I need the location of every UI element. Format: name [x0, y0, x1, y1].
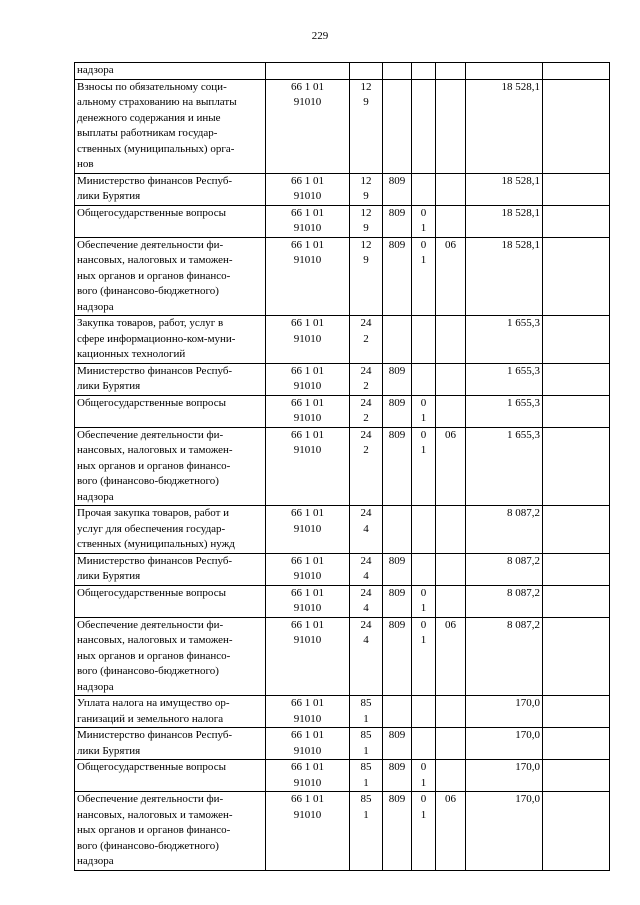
cell-extra	[543, 427, 610, 506]
cell-amount: 18 528,1	[466, 173, 543, 205]
cell-extra	[543, 760, 610, 792]
cell-subsection	[436, 728, 466, 760]
cell-target-article: 66 1 01 91010	[266, 205, 350, 237]
cell-expense-type: 24 4	[350, 617, 383, 696]
cell-name: Общегосударственные вопросы	[75, 395, 266, 427]
cell-extra	[543, 63, 610, 80]
cell-target-article: 66 1 01 91010	[266, 696, 350, 728]
table-row	[75, 427, 610, 506]
cell-section: 0 1	[412, 395, 436, 427]
table-row	[75, 63, 610, 80]
cell-budget-manager: 809	[383, 363, 412, 395]
table-row	[75, 728, 610, 760]
cell-amount: 8 087,2	[466, 585, 543, 617]
cell-subsection: 06	[436, 792, 466, 871]
cell-section	[412, 553, 436, 585]
cell-target-article: 66 1 01 91010	[266, 173, 350, 205]
cell-expense-type: 12 9	[350, 173, 383, 205]
cell-budget-manager: 809	[383, 585, 412, 617]
cell-amount: 170,0	[466, 696, 543, 728]
cell-subsection	[436, 363, 466, 395]
cell-amount: 1 655,3	[466, 363, 543, 395]
cell-target-article: 66 1 01 91010	[266, 506, 350, 554]
cell-name: надзора	[75, 63, 266, 80]
cell-name: Общегосударственные вопросы	[75, 760, 266, 792]
table-row	[75, 173, 610, 205]
cell-subsection	[436, 79, 466, 173]
cell-expense-type: 24 2	[350, 363, 383, 395]
cell-subsection: 06	[436, 237, 466, 316]
cell-section: 0 1	[412, 792, 436, 871]
cell-extra	[543, 205, 610, 237]
cell-extra	[543, 585, 610, 617]
cell-amount: 8 087,2	[466, 553, 543, 585]
cell-expense-type	[350, 63, 383, 80]
cell-expense-type: 85 1	[350, 792, 383, 871]
cell-section	[412, 363, 436, 395]
cell-target-article: 66 1 01 91010	[266, 427, 350, 506]
cell-section	[412, 728, 436, 760]
cell-target-article: 66 1 01 91010	[266, 585, 350, 617]
table-row	[75, 553, 610, 585]
cell-budget-manager: 809	[383, 427, 412, 506]
page-number: 229	[311, 30, 329, 42]
cell-amount: 1 655,3	[466, 395, 543, 427]
cell-budget-manager: 809	[383, 553, 412, 585]
cell-amount: 18 528,1	[466, 79, 543, 173]
cell-expense-type: 24 2	[350, 316, 383, 364]
cell-amount: 170,0	[466, 728, 543, 760]
cell-extra	[543, 395, 610, 427]
cell-name: Министерство финансов Респуб- лики Бурятия	[75, 553, 266, 585]
cell-budget-manager: 809	[383, 237, 412, 316]
cell-target-article: 66 1 01 91010	[266, 363, 350, 395]
cell-extra	[543, 173, 610, 205]
cell-extra	[543, 237, 610, 316]
cell-extra	[543, 316, 610, 364]
cell-name: Взносы по обязательному соци- альному страхованию на выплаты денежного содержания и иные выплаты работникам государ- ственных (муниципальных) орга- нов	[75, 79, 266, 173]
table-row	[75, 792, 610, 871]
cell-expense-type: 12 9	[350, 205, 383, 237]
cell-budget-manager	[383, 63, 412, 80]
cell-extra	[543, 696, 610, 728]
cell-subsection	[436, 205, 466, 237]
cell-expense-type: 24 4	[350, 553, 383, 585]
cell-target-article: 66 1 01 91010	[266, 553, 350, 585]
cell-budget-manager: 809	[383, 760, 412, 792]
table-row	[75, 363, 610, 395]
cell-amount: 1 655,3	[466, 316, 543, 364]
cell-budget-manager	[383, 696, 412, 728]
table-row	[75, 237, 610, 316]
cell-section: 0 1	[412, 205, 436, 237]
cell-target-article: 66 1 01 91010	[266, 395, 350, 427]
cell-extra	[543, 728, 610, 760]
table-row	[75, 617, 610, 696]
cell-subsection	[436, 395, 466, 427]
cell-subsection	[436, 585, 466, 617]
cell-section	[412, 696, 436, 728]
cell-amount: 8 087,2	[466, 506, 543, 554]
cell-section	[412, 173, 436, 205]
cell-name: Министерство финансов Респуб- лики Бурятия	[75, 173, 266, 205]
cell-amount: 18 528,1	[466, 237, 543, 316]
cell-section	[412, 316, 436, 364]
cell-subsection	[436, 173, 466, 205]
cell-budget-manager: 809	[383, 617, 412, 696]
table-row	[75, 760, 610, 792]
cell-name: Министерство финансов Респуб- лики Бурятия	[75, 363, 266, 395]
table-row	[75, 205, 610, 237]
cell-section	[412, 506, 436, 554]
cell-amount: 18 528,1	[466, 205, 543, 237]
cell-expense-type: 24 4	[350, 585, 383, 617]
cell-budget-manager	[383, 79, 412, 173]
cell-amount: 170,0	[466, 792, 543, 871]
table-row	[75, 316, 610, 364]
table-body	[75, 63, 610, 871]
cell-subsection	[436, 553, 466, 585]
cell-section	[412, 63, 436, 80]
cell-subsection	[436, 316, 466, 364]
cell-target-article: 66 1 01 91010	[266, 792, 350, 871]
cell-subsection: 06	[436, 617, 466, 696]
cell-budget-manager: 809	[383, 205, 412, 237]
cell-name: Министерство финансов Респуб- лики Бурятия	[75, 728, 266, 760]
cell-amount: 1 655,3	[466, 427, 543, 506]
cell-name: Обеспечение деятельности фи- нансовых, налоговых и таможен- ных органов и органов финансо- вого (финансово-бюджетного) надзора	[75, 792, 266, 871]
cell-amount: 170,0	[466, 760, 543, 792]
cell-extra	[543, 506, 610, 554]
cell-expense-type: 24 2	[350, 395, 383, 427]
cell-section: 0 1	[412, 237, 436, 316]
cell-budget-manager: 809	[383, 173, 412, 205]
cell-name: Обеспечение деятельности фи- нансовых, налоговых и таможен- ных органов и органов финансо- вого (финансово-бюджетного) надзора	[75, 617, 266, 696]
cell-target-article: 66 1 01 91010	[266, 316, 350, 364]
cell-section: 0 1	[412, 617, 436, 696]
cell-name: Прочая закупка товаров, работ и услуг для обеспечения государ- ственных (муниципальных) нужд	[75, 506, 266, 554]
cell-name: Уплата налога на имущество ор- ганизаций и земельного налога	[75, 696, 266, 728]
cell-amount: 8 087,2	[466, 617, 543, 696]
cell-name: Закупка товаров, работ, услуг в сфере информационно-ком-муни- кационных технологий	[75, 316, 266, 364]
cell-name: Общегосударственные вопросы	[75, 585, 266, 617]
cell-budget-manager	[383, 316, 412, 364]
cell-target-article: 66 1 01 91010	[266, 728, 350, 760]
table-row	[75, 79, 610, 173]
table-row	[75, 506, 610, 554]
cell-budget-manager: 809	[383, 395, 412, 427]
cell-budget-manager: 809	[383, 728, 412, 760]
cell-budget-manager	[383, 506, 412, 554]
cell-target-article: 66 1 01 91010	[266, 79, 350, 173]
cell-budget-manager: 809	[383, 792, 412, 871]
table-row	[75, 696, 610, 728]
cell-expense-type: 24 2	[350, 427, 383, 506]
cell-section: 0 1	[412, 427, 436, 506]
table-row	[75, 395, 610, 427]
cell-extra	[543, 617, 610, 696]
cell-subsection	[436, 63, 466, 80]
cell-expense-type: 12 9	[350, 79, 383, 173]
cell-section	[412, 79, 436, 173]
cell-expense-type: 85 1	[350, 728, 383, 760]
cell-extra	[543, 553, 610, 585]
cell-target-article: 66 1 01 91010	[266, 237, 350, 316]
cell-subsection	[436, 506, 466, 554]
cell-extra	[543, 363, 610, 395]
cell-extra	[543, 79, 610, 173]
cell-extra	[543, 792, 610, 871]
budget-table	[74, 62, 610, 871]
cell-expense-type: 85 1	[350, 760, 383, 792]
cell-target-article	[266, 63, 350, 80]
table-row	[75, 585, 610, 617]
cell-subsection	[436, 760, 466, 792]
cell-amount	[466, 63, 543, 80]
cell-target-article: 66 1 01 91010	[266, 617, 350, 696]
cell-section: 0 1	[412, 585, 436, 617]
cell-subsection	[436, 696, 466, 728]
cell-section: 0 1	[412, 760, 436, 792]
cell-expense-type: 85 1	[350, 696, 383, 728]
cell-expense-type: 12 9	[350, 237, 383, 316]
cell-name: Обеспечение деятельности фи- нансовых, налоговых и таможен- ных органов и органов финансо- вого (финансово-бюджетного) надзора	[75, 237, 266, 316]
cell-expense-type: 24 4	[350, 506, 383, 554]
cell-subsection: 06	[436, 427, 466, 506]
cell-name: Обеспечение деятельности фи- нансовых, налоговых и таможен- ных органов и органов финансо- вого (финансово-бюджетного) надзора	[75, 427, 266, 506]
cell-target-article: 66 1 01 91010	[266, 760, 350, 792]
cell-name: Общегосударственные вопросы	[75, 205, 266, 237]
